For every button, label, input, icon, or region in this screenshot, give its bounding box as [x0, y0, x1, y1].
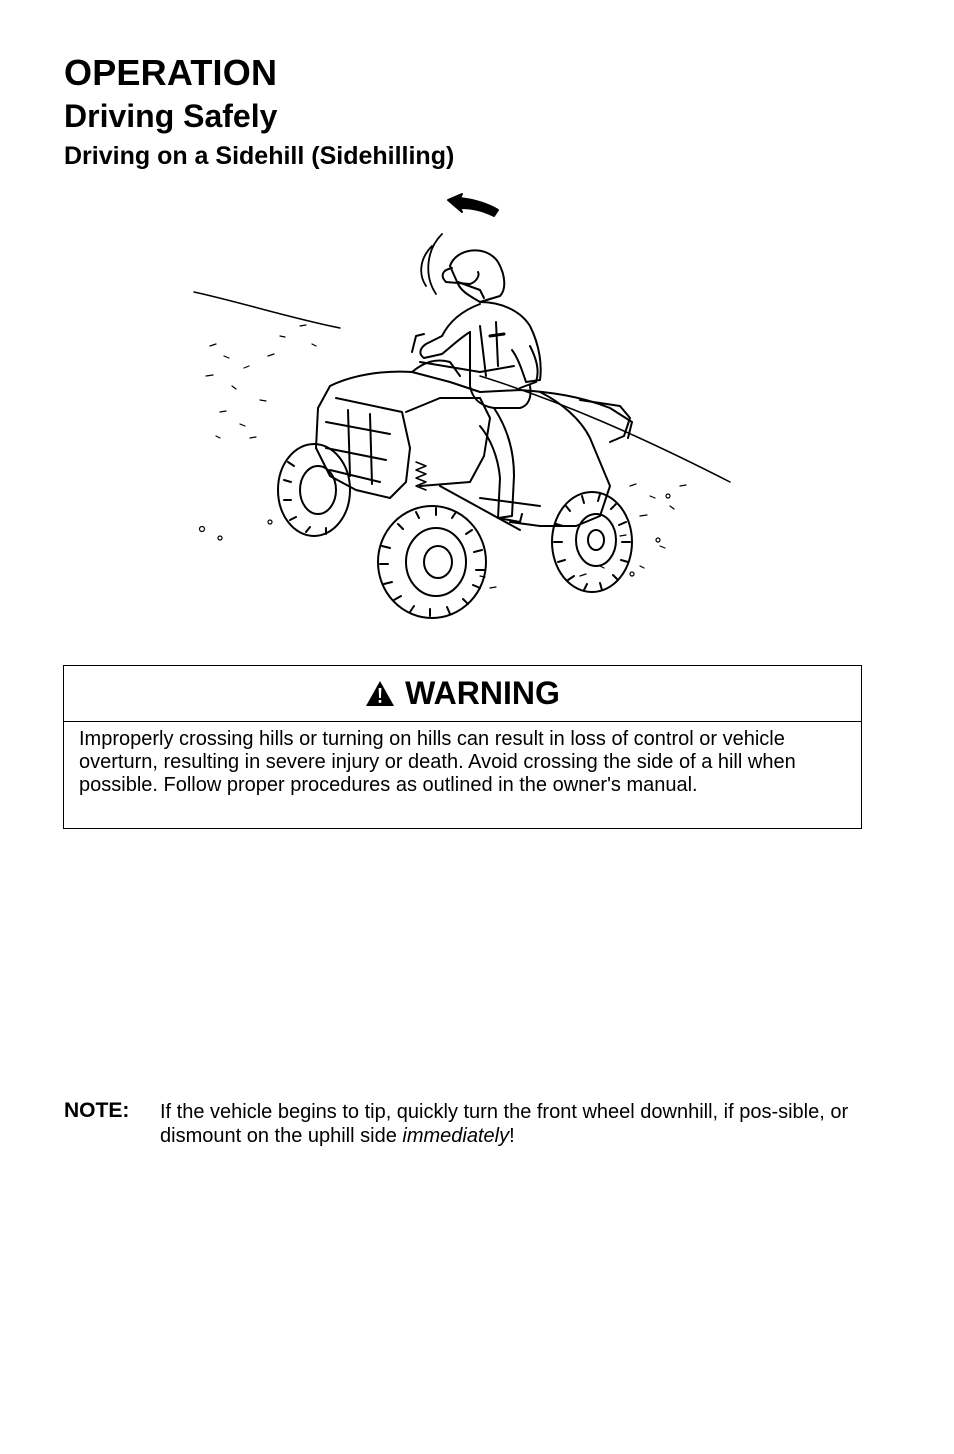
note-emphasis: immediately: [402, 1125, 510, 1147]
note-label: NOTE:: [64, 1099, 130, 1122]
subsection-title: Driving Safely: [64, 98, 278, 134]
note-text: [160, 1100, 864, 1148]
warning-text: Improperly crossing hills or turning on hills can result in loss of control or vehicle overturn, resulting in severe injury or death. Avoid crossing the side of a hill when possible. Follow proper procedures as outlined in the owner's manual.: [79, 728, 796, 796]
note-text-end: !: [509, 1125, 515, 1147]
warning-header: [64, 666, 861, 722]
note-block: [64, 1100, 864, 1148]
section-title: OPERATION: [64, 52, 278, 93]
warning-title: WARNING: [405, 675, 560, 711]
warning-triangle-icon: [365, 680, 395, 707]
atv-sidehill-illustration: [180, 186, 750, 626]
topic-title: Driving on a Sidehill (Sidehilling): [64, 142, 455, 170]
note-text-main: If the vehicle begins to tip, quickly turn the front wheel downhill, if pos-sible, or dismount on the uphill side: [160, 1101, 849, 1147]
warning-box: [63, 665, 862, 829]
